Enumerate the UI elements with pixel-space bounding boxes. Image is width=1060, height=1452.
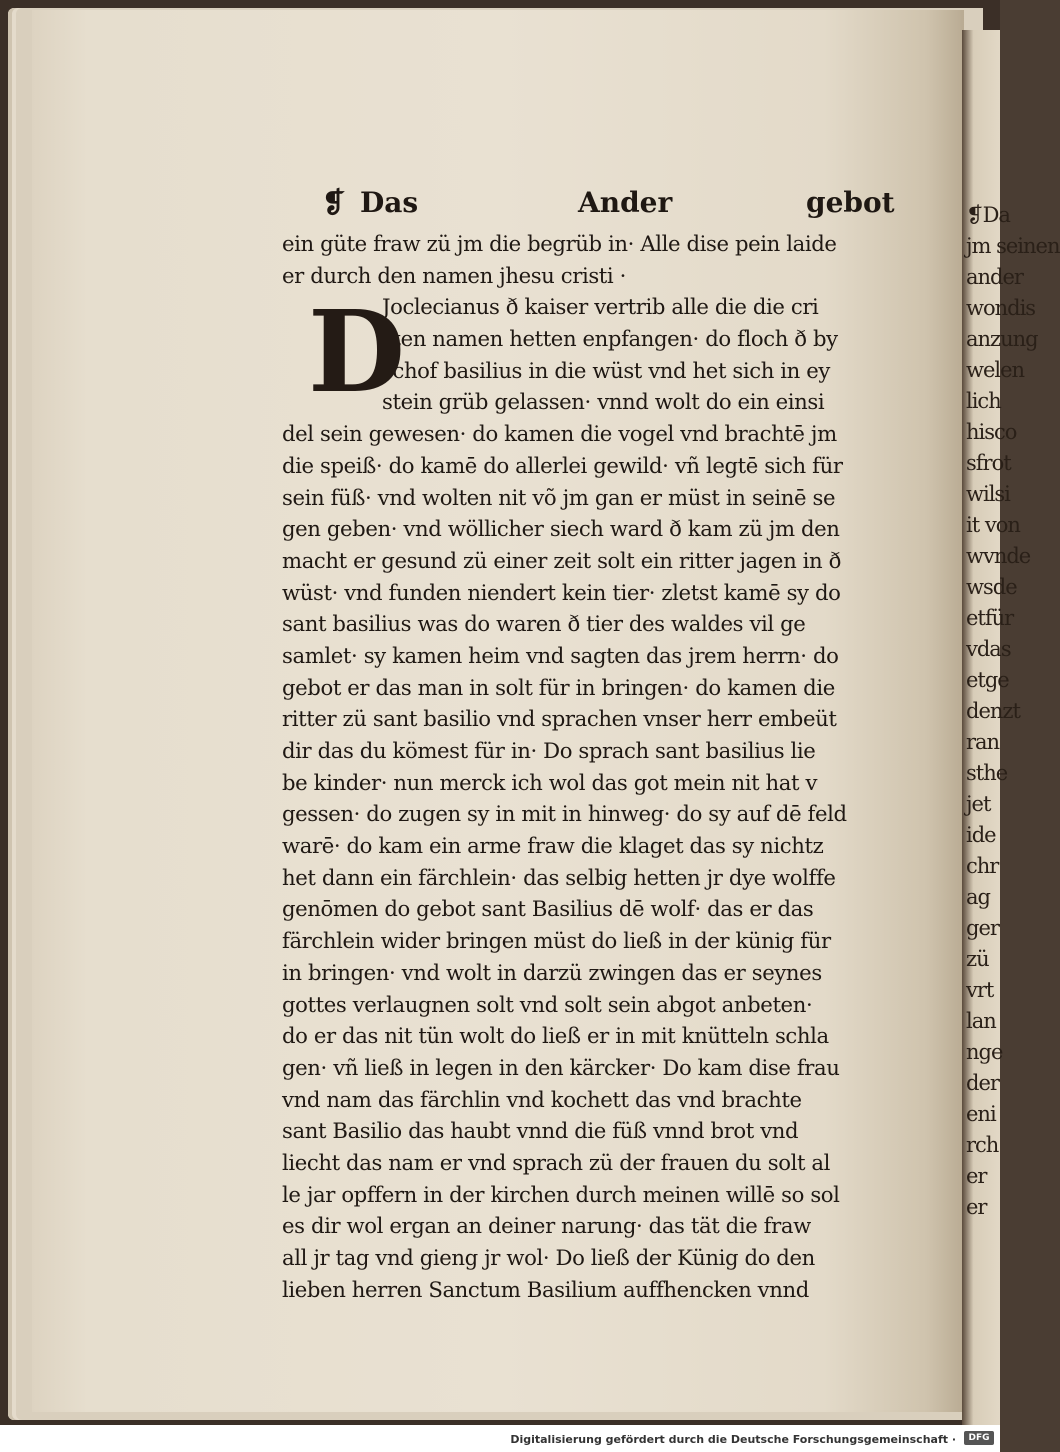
facing-page-line: ag: [966, 885, 990, 909]
text-line: be kinder· nun merck ich wol das got mein nit hat v: [282, 769, 818, 795]
text-line: do er das nit tün wolt do ließ er in mit knütteln schla: [282, 1023, 829, 1049]
facing-page-line: etge: [966, 668, 1009, 692]
facing-page-line: lan: [966, 1009, 996, 1033]
facing-page-line: etfür: [966, 606, 1014, 630]
facing-page-line: hisco: [966, 420, 1017, 444]
facing-page-line: vrt: [966, 978, 994, 1002]
facing-page-line: rch: [966, 1133, 999, 1157]
facing-page-line: ❡Da: [966, 203, 1010, 227]
text-line: le jar opffern in der kirchen durch meinen willē so sol: [282, 1181, 840, 1207]
text-line: samlet· sy kamen heim vnd sagten das jrem herrn· do: [282, 642, 839, 668]
facing-page-line: anzung: [966, 327, 1038, 351]
facing-page-line: der: [966, 1071, 999, 1095]
text-line: stein grüb gelassen· vnnd wolt do ein einsi: [382, 389, 825, 415]
facing-page-line: chr: [966, 854, 999, 878]
facing-page-line: denzt: [966, 699, 1020, 723]
facing-page-line: ander: [966, 265, 1023, 289]
text-line: gottes verlaugnen solt vnd solt sein abgot anbeten·: [282, 991, 813, 1017]
facing-page-line: eni: [966, 1102, 996, 1126]
facing-page-line: vdas: [966, 637, 1011, 661]
heading-word-ander: Ander: [578, 186, 673, 219]
heading-word-gebot: gebot: [806, 186, 895, 219]
facing-page-line: ger: [966, 916, 999, 940]
text-line: dir das du kömest für in· Do sprach sant basilius lie: [282, 738, 816, 763]
funding-credit: Digitalisierung gefördert durch die Deutsche Forschungsgemeinschaft ·: [510, 1433, 956, 1446]
text-line: gebot er das man in solt für in bringen· do kamen die: [282, 674, 835, 700]
facing-page-line: sfrot: [966, 451, 1011, 475]
text-line: schof basilius in die wüst vnd het sich in ey: [382, 357, 830, 383]
text-line: wüst· vnd funden niendert kein tier· zletst kamē sy do: [282, 579, 841, 605]
text-line: warē· do kam ein arme fraw die klaget das sy nichtz: [282, 833, 824, 859]
facing-page-line: ide: [966, 823, 996, 847]
facing-page-line: wilsi: [966, 482, 1010, 506]
facing-page-line: jm seinen: [966, 234, 1060, 258]
text-line: liecht das nam er vnd sprach zü der frauen du solt al: [282, 1149, 830, 1175]
text-line: lieben herren Sanctum Basilium auffhencken vnnd: [282, 1276, 809, 1302]
text-line: genōmen do gebot sant Basilius dē wolf· das er das: [282, 896, 814, 922]
facing-page-line: sthe: [966, 761, 1008, 785]
text-line: macht er gesund zü einer zeit solt ein ritter jagen in ð: [282, 547, 841, 573]
text-line: Joclecianus ð kaiser vertrib alle die die cri: [382, 294, 819, 320]
facing-page-line: wvnde: [966, 544, 1031, 568]
facing-page-line: zü: [966, 947, 989, 971]
text-line: es dir wol ergan an deiner narung· das tät die fraw: [282, 1213, 811, 1239]
facing-page-line: wsde: [966, 575, 1017, 599]
facing-page-line: er: [966, 1195, 987, 1219]
dfg-logo: DFG: [964, 1431, 994, 1445]
text-line: die speiß· do kamē do allerlei gewild· vñ legtē sich für: [282, 452, 843, 478]
facing-page-line: jet: [966, 792, 991, 816]
text-block: [282, 186, 895, 1305]
text-line: sant basilius was do waren ð tier des waldes vil ge: [282, 611, 806, 637]
text-line: in bringen· vnd wolt in darzü zwingen das er seynes: [282, 959, 822, 985]
body-text: [282, 228, 890, 1305]
facing-page-line: welen: [966, 358, 1025, 382]
text-line: sten namen hetten enpfangen· do floch ð by: [382, 326, 838, 352]
facing-page-line: nge: [966, 1040, 1003, 1064]
text-line: färchlein wider bringen müst do ließ in der künig für: [282, 928, 831, 954]
text-line: sant Basilio das haubt vnnd die füß vnnd brot vnd: [282, 1118, 799, 1144]
text-line: gen geben· vnd wöllicher siech ward ð kam zü jm den: [282, 516, 840, 542]
facing-page-line: wondis: [966, 296, 1036, 320]
facing-page-line: er: [966, 1164, 987, 1188]
facing-page-line: lich: [966, 389, 1001, 413]
facing-page-line: ran: [966, 730, 1000, 754]
facing-page-line: it von: [966, 513, 1020, 537]
heading-pilcrow: ❡: [322, 186, 346, 219]
running-heading: [282, 186, 895, 228]
facing-page-edge: [962, 30, 1060, 1425]
text-line: del sein gewesen· do kamen die vogel vnd brachtē jm: [282, 421, 837, 447]
text-line: vnd nam das färchlin vnd kochett das vnd brachte: [282, 1086, 802, 1112]
text-line: gen· vñ ließ in legen in den kärcker· Do kam dise frau: [282, 1054, 840, 1080]
text-line: gessen· do zugen sy in mit in hinweg· do sy auf dē feld: [282, 801, 847, 827]
text-line: all jr tag vnd gieng jr wol· Do ließ der Künig do den: [282, 1245, 815, 1270]
text-line: ritter zü sant basilio vnd sprachen vnser herr embeüt: [282, 706, 837, 732]
text-line: ein güte fraw zü jm die begrüb in· Alle dise pein laide: [282, 231, 837, 256]
decorated-initial: D: [308, 287, 406, 418]
facing-page-text: [966, 200, 1060, 1223]
text-line: het dann ein färchlein· das selbig hetten jr dye wolffe: [282, 864, 836, 890]
text-line: sein füß· vnd wolten nit võ jm gan er müst in seinē se: [282, 484, 836, 510]
heading-word-das: Das: [360, 186, 419, 219]
footer-bar: [0, 1425, 1000, 1452]
text-line: er durch den namen jhesu cristi ·: [282, 262, 626, 288]
